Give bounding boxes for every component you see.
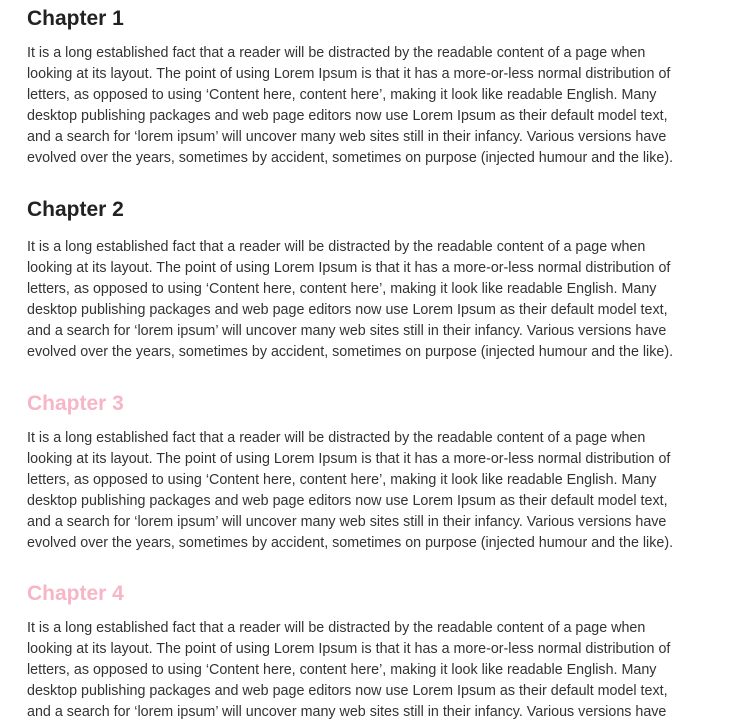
chapter-1-section [27,6,717,169]
paragraph-line: looking at its layout. The point of using Lorem Ipsum is that it has a more-or-less normal distribution of [27,66,671,82]
chapter-1-paragraph [27,43,717,169]
paragraph-line: letters, as opposed to using ‘Content here, content here’, making it look like readable English. Many [27,87,657,103]
chapter-2-heading: Chapter 2 [27,198,124,221]
paragraph-line: desktop publishing packages and web page editors now use Lorem Ipsum as their default model text, [27,683,668,699]
chapter-3-paragraph [27,428,717,554]
paragraph-line: It is a long established fact that a reader will be distracted by the readable content of a page when [27,45,646,61]
paragraph-line: It is a long established fact that a reader will be distracted by the readable content of a page when [27,430,646,446]
chapter-3-heading: Chapter 3 [27,392,124,415]
paragraph-line: letters, as opposed to using ‘Content here, content here’, making it look like readable English. Many [27,281,657,297]
paragraph-line: looking at its layout. The point of using Lorem Ipsum is that it has a more-or-less normal distribution of [27,451,671,467]
paragraph-line: and a search for ‘lorem ipsum’ will uncover many web sites still in their infancy. Various versions have [27,704,667,720]
paragraph-line: evolved over the years, sometimes by accident, sometimes on purpose (injected humour and the like). [27,344,674,360]
paragraph-line: and a search for ‘lorem ipsum’ will uncover many web sites still in their infancy. Various versions have [27,514,667,530]
paragraph-line: looking at its layout. The point of using Lorem Ipsum is that it has a more-or-less normal distribution of [27,260,671,276]
chapter-1-heading: Chapter 1 [27,7,124,30]
paragraph-line: letters, as opposed to using ‘Content here, content here’, making it look like readable English. Many [27,662,657,678]
paragraph-line: desktop publishing packages and web page editors now use Lorem Ipsum as their default model text, [27,493,668,509]
chapter-2-section [27,197,717,363]
chapter-4-heading: Chapter 4 [27,582,124,605]
chapter-2-paragraph [27,237,717,363]
chapter-3-section [27,391,717,554]
paragraph-line: It is a long established fact that a reader will be distracted by the readable content of a page when [27,620,646,636]
paragraph-line: and a search for ‘lorem ipsum’ will uncover many web sites still in their infancy. Various versions have [27,129,667,145]
paragraph-line: evolved over the years, sometimes by accident, sometimes on purpose (injected humour and the like). [27,150,674,166]
paragraph-line: and a search for ‘lorem ipsum’ will uncover many web sites still in their infancy. Various versions have [27,323,667,339]
chapter-4-paragraph [27,618,717,723]
paragraph-line: It is a long established fact that a reader will be distracted by the readable content of a page when [27,239,646,255]
paragraph-line: desktop publishing packages and web page editors now use Lorem Ipsum as their default model text, [27,108,668,124]
chapter-4-section [27,581,717,723]
paragraph-line: evolved over the years, sometimes by accident, sometimes on purpose (injected humour and the like). [27,535,674,551]
paragraph-line: desktop publishing packages and web page editors now use Lorem Ipsum as their default model text, [27,302,668,318]
paragraph-line: letters, as opposed to using ‘Content here, content here’, making it look like readable English. Many [27,472,657,488]
paragraph-line: looking at its layout. The point of using Lorem Ipsum is that it has a more-or-less normal distribution of [27,641,671,657]
